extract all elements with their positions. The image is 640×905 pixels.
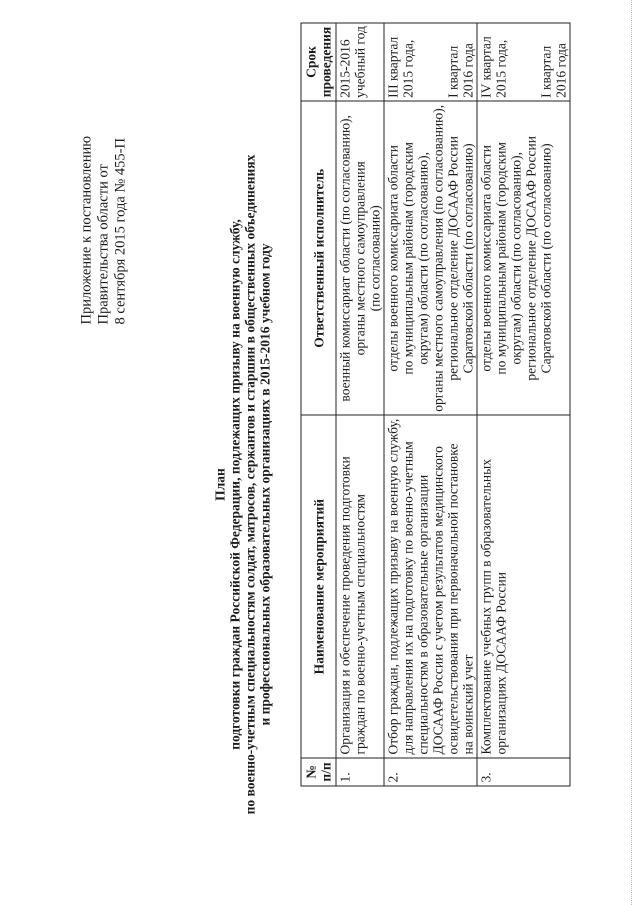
title-line: План [212,468,228,501]
row-number: 2. [384,758,477,786]
header-activity: Наименование мероприятий [301,415,336,758]
header-number: № п/п [301,758,336,786]
document-title [213,105,273,865]
row-executor: отделы военного комиссариата области по муниципальным районам (городским округам) области (по согласованию), региональное отделение ДОСААФ России Саратовской области (по согласованию) [477,101,570,415]
header-executor: Ответственный исполнитель [301,101,336,415]
row-deadline: IV квартал 2015 года, I квартал 2016 года [477,23,570,102]
appendix-note [79,5,130,325]
appendix-line: 8 сентября 2015 года № 455-П [112,138,129,325]
title-line: подготовки граждан Российской Федерации, подлежащих призыву на военную службу, [227,219,243,750]
row-activity: Комплектование учебных групп в образовательных организациях ДОСААФ России [477,415,570,758]
table-row [384,23,477,786]
row-number: 1. [336,758,384,786]
row-deadline: 2015-2016 учебный год [336,23,384,102]
row-executor: отделы военного комиссариата области по муниципальным районам (городским округам) области (по согласованию), органы местного самоуправления (по согласованию), региональное отделение ДОСААФ России Саратовской области (по согласованию) [384,101,477,415]
table-row [336,23,384,786]
row-activity: Организация и обеспечение проведения подготовки граждан по военно-учетным специальностям [336,415,384,758]
row-executor: военный комиссариат области (по согласованию), органы местного самоуправления (по согласованию) [336,101,384,415]
header-deadline: Срок проведения [301,23,336,102]
table-header-row [301,23,336,786]
document-sheet [1,0,640,905]
row-deadline: III квартал 2015 года, I квартал 2016 года [384,23,477,102]
appendix-line: Правительства области от [95,164,112,325]
table-row [477,23,570,786]
plan-table [301,22,571,786]
title-line: по военно-учетным специальностям солдат, матросов, сержантов и старшин в общественных объединениях [242,154,258,815]
title-line: и профессиональных образовательных организациях в 2015-2016 учебном году [257,243,273,726]
appendix-line: Приложение к постановлению [78,135,95,325]
row-number: 3. [477,758,570,786]
row-activity: Отбор граждан, подлежащих призыву на военную службу, для направления их на подготовку по военно-учетным специальностям в образовательные организации ДОСААФ России с учетом результатов медицинского освидетельствования при первоначальной постановке на воинский учет [384,415,477,758]
